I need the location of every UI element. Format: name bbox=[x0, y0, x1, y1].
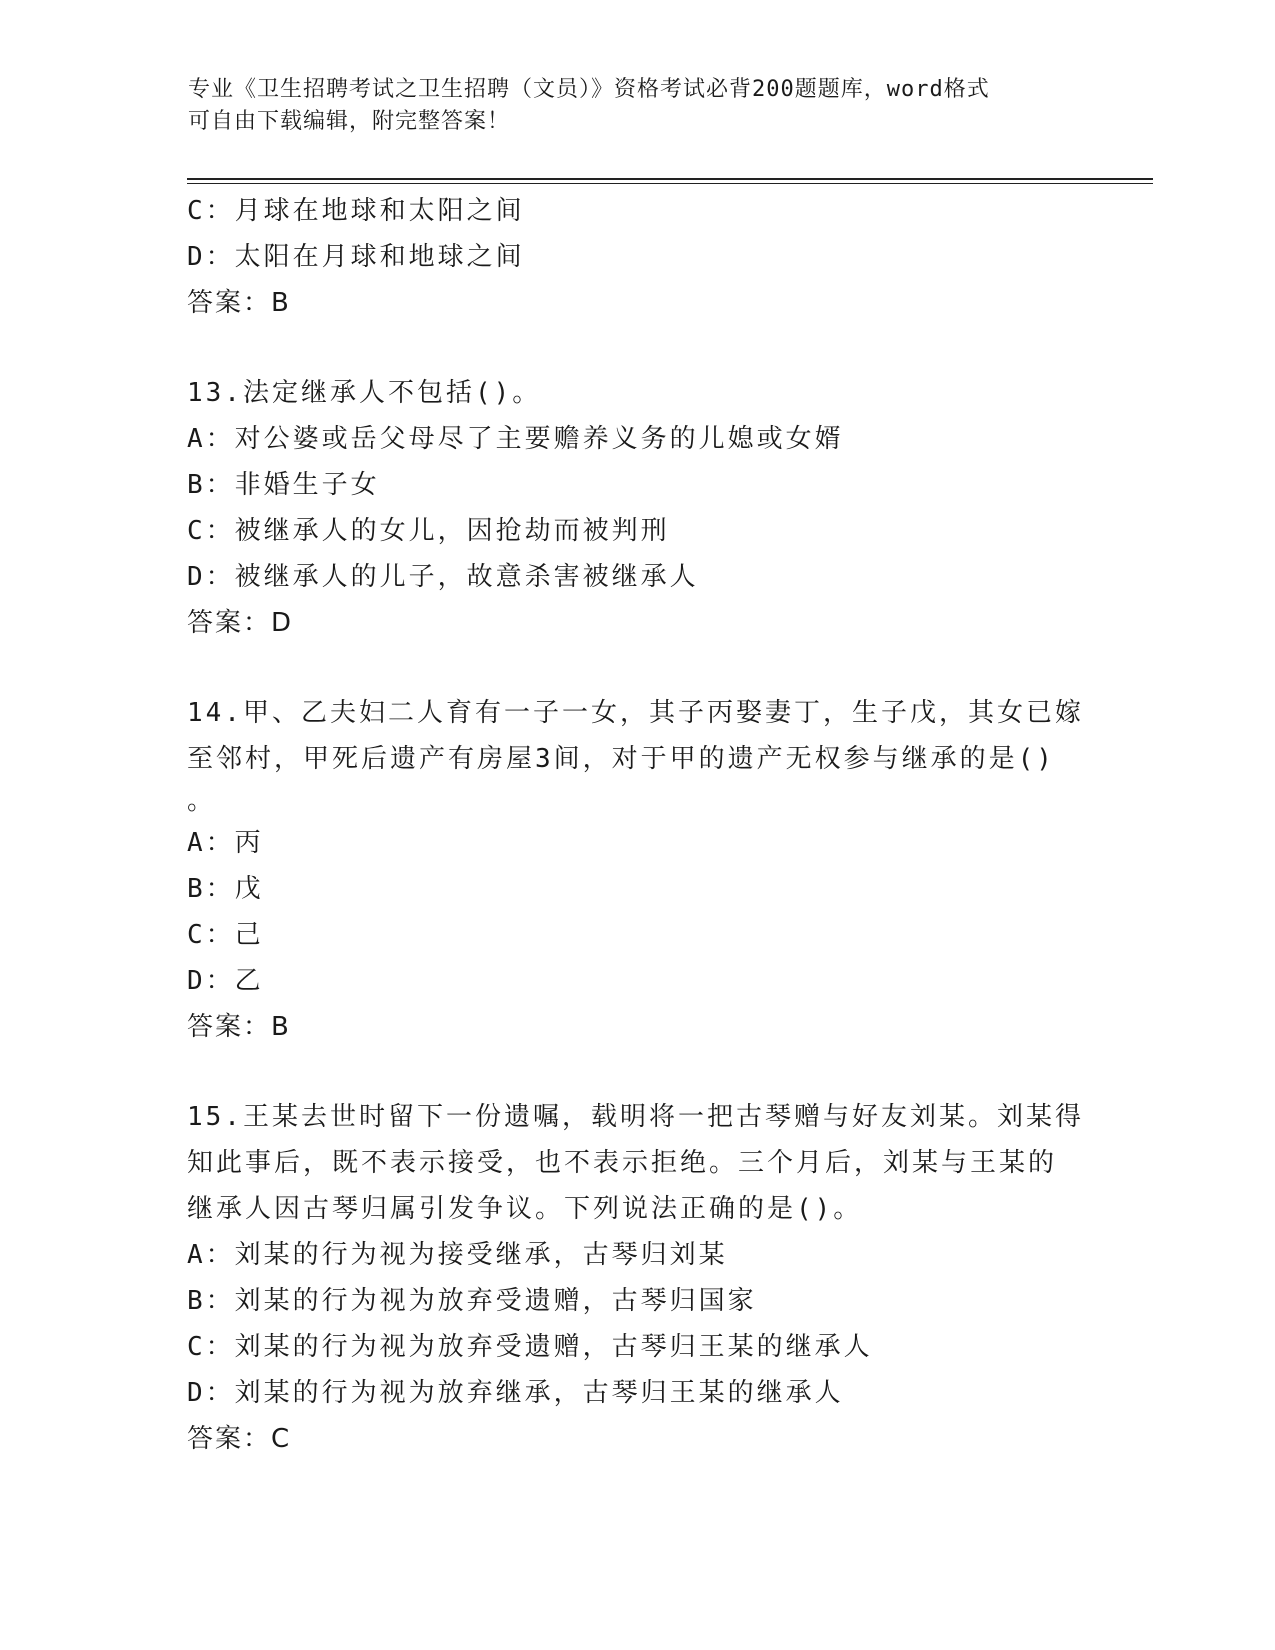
option-d: D：刘某的行为视为放弃继承，古琴归王某的继承人 bbox=[187, 1378, 844, 1408]
question-stem-line-1: 14.甲、乙夫妇二人育有一子一女，其子丙娶妻丁，生子戊，其女已嫁 bbox=[187, 698, 1084, 728]
question-stem-line-1: 15.王某去世时留下一份遗嘱，载明将一把古琴赠与好友刘某。刘某得 bbox=[187, 1102, 1084, 1132]
option-b: B：非婚生子女 bbox=[187, 470, 380, 500]
option-a: A：刘某的行为视为接受继承，古琴归刘某 bbox=[187, 1240, 728, 1270]
option-d: D：乙 bbox=[187, 966, 264, 996]
header-line-2: 可自由下载编辑，附完整答案！ bbox=[188, 109, 511, 134]
question-block-14 bbox=[187, 690, 1087, 1050]
answer-line: 答案：D bbox=[187, 608, 294, 638]
question-stem: 13.法定继承人不包括()。 bbox=[187, 378, 542, 408]
option-c: C：月球在地球和太阳之间 bbox=[187, 196, 525, 226]
option-c: C：己 bbox=[187, 920, 264, 950]
answer-line: 答案：B bbox=[187, 288, 291, 318]
option-d: D：被继承人的儿子，故意杀害被继承人 bbox=[187, 562, 699, 592]
option-a: A：丙 bbox=[187, 828, 264, 858]
question-stem-line-3: 。 bbox=[187, 786, 214, 816]
option-c: C：被继承人的女儿，因抢劫而被判刑 bbox=[187, 516, 670, 546]
question-stem-line-2: 至邻村，甲死后遗产有房屋3间，对于甲的遗产无权参与继承的是() bbox=[187, 744, 1055, 774]
answer-line: 答案：B bbox=[187, 1012, 291, 1042]
option-d: D：太阳在月球和地球之间 bbox=[187, 242, 525, 272]
header-rule-thick bbox=[187, 178, 1153, 180]
option-b: B：刘某的行为视为放弃受遗赠，古琴归国家 bbox=[187, 1286, 757, 1316]
question-block-12 bbox=[187, 188, 1087, 326]
option-c: C：刘某的行为视为放弃受遗赠，古琴归王某的继承人 bbox=[187, 1332, 873, 1362]
option-b: B：戊 bbox=[187, 874, 264, 904]
option-a: A：对公婆或岳父母尽了主要赡养义务的儿媳或女婿 bbox=[187, 424, 844, 454]
question-block-13 bbox=[187, 370, 1087, 646]
answer-line: 答案：C bbox=[187, 1424, 292, 1454]
header-rule-thin bbox=[187, 183, 1153, 184]
question-block-15 bbox=[187, 1094, 1087, 1462]
header-line-1: 专业《卫生招聘考试之卫生招聘（文员）》资格考试必背200题题库，word格式 bbox=[188, 77, 990, 102]
page-header bbox=[188, 74, 1068, 138]
question-stem-line-2: 知此事后，既不表示接受，也不表示拒绝。三个月后，刘某与王某的 bbox=[187, 1148, 1058, 1178]
document-body bbox=[187, 188, 1087, 1462]
question-stem-line-3: 继承人因古琴归属引发争议。下列说法正确的是()。 bbox=[187, 1194, 863, 1224]
